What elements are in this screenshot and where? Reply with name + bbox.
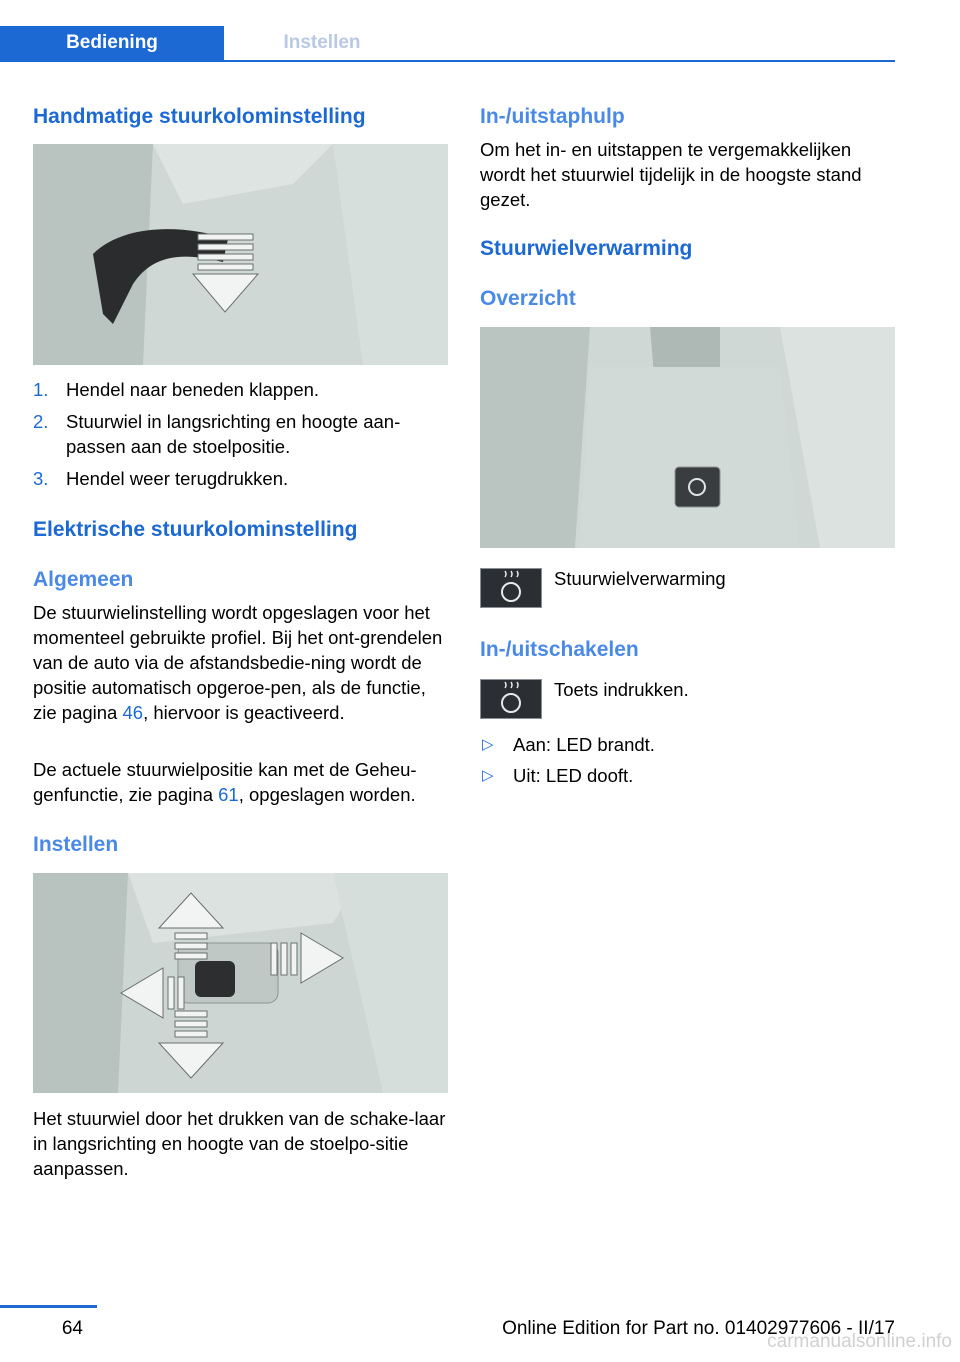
switch-states [480, 732, 895, 794]
step-text: Hendel naar beneden klappen. [66, 379, 320, 400]
list-item [33, 409, 448, 459]
watermark: carmanualsonline.info [767, 1331, 952, 1352]
list-item [480, 732, 895, 757]
paragraph-text: , hiervoor is geactiveerd. [143, 702, 345, 723]
triangle-bullet-icon: ▷ [482, 767, 494, 784]
paragraph-entry-aid: Om het in- en uitstappen te vergemakkelijken wordt het stuurwiel tijdelijk in de hoogste stand gezet. [480, 139, 862, 210]
step-number: 1. [33, 379, 49, 400]
page-link-46[interactable]: 46 [122, 702, 144, 723]
heading-manual-adjustment: Handmatige stuurkolominstelling [33, 105, 366, 128]
paragraph-adjust: Het stuurwiel door het drukken van de schake‐laar in langsrichting en hoogte van de stoelpo‐sitie aanpassen. [33, 1108, 446, 1179]
edition-text: Online Edition for Part no. 01402977606 - II/17 [502, 1318, 895, 1339]
status-list [480, 732, 895, 788]
heading-adjust: Instellen [33, 833, 119, 856]
paragraph-general [33, 600, 448, 725]
page-number: 64 [61, 1318, 83, 1339]
paragraph-text: De actuele stuurwielpositie kan met de Geheu‐genfunctie, zie pagina [33, 759, 417, 805]
steering-lever-image [33, 144, 448, 365]
bullet-text: Uit: LED dooft. [513, 765, 634, 786]
triangle-bullet-icon: ▷ [482, 736, 494, 753]
heading-general: Algemeen [33, 568, 134, 591]
step-text: Hendel weer terugdrukken. [66, 468, 289, 489]
heating-button-image [480, 327, 895, 548]
paragraph-memory [33, 757, 448, 807]
header-rule [0, 60, 895, 62]
steering-heating-caption: Stuurwielverwarming [554, 568, 726, 589]
step-number: 3. [33, 468, 49, 489]
heading-steering-heating: Stuurwielverwarming [480, 237, 693, 260]
list-item [480, 763, 895, 788]
steering-heating-icon [480, 568, 542, 608]
heading-switch: In-/uitschakelen [480, 638, 639, 661]
bullet-text: Aan: LED brandt. [513, 734, 655, 755]
steps-list [33, 377, 448, 491]
header-tabs [0, 26, 895, 62]
page-link-61[interactable]: 61 [218, 784, 239, 805]
heading-entry-aid: In-/uitstaphulp [480, 105, 625, 128]
tab-bediening[interactable]: Bediening [0, 26, 224, 62]
list-item [33, 377, 448, 402]
list-item [33, 466, 448, 491]
press-button-caption: Toets indrukken. [554, 679, 689, 700]
heating-button-icon [480, 679, 542, 719]
heading-electric-adjustment: Elektrische stuurkolominstelling [33, 518, 358, 541]
step-text: Stuurwiel in langsrichting en hoogte aan‐passen aan de stoelpositie. [66, 411, 401, 457]
tab-instellen[interactable]: Instellen [283, 32, 361, 53]
paragraph-text: De stuurwielinstelling wordt opgeslagen voor het momenteel gebruikte profiel. Bij het ont‐grendelen van de auto via de afstandsbedie‐ning wordt de positie automatisch opgeroe‐pen, als de functie, zie pagina [33, 602, 443, 723]
steering-switch-image [33, 873, 448, 1093]
footer-rule [0, 1305, 97, 1308]
step-number: 2. [33, 411, 49, 432]
paragraph-text: , opgeslagen worden. [238, 784, 416, 805]
heading-overview: Overzicht [480, 287, 576, 310]
manual-steps [33, 377, 448, 498]
